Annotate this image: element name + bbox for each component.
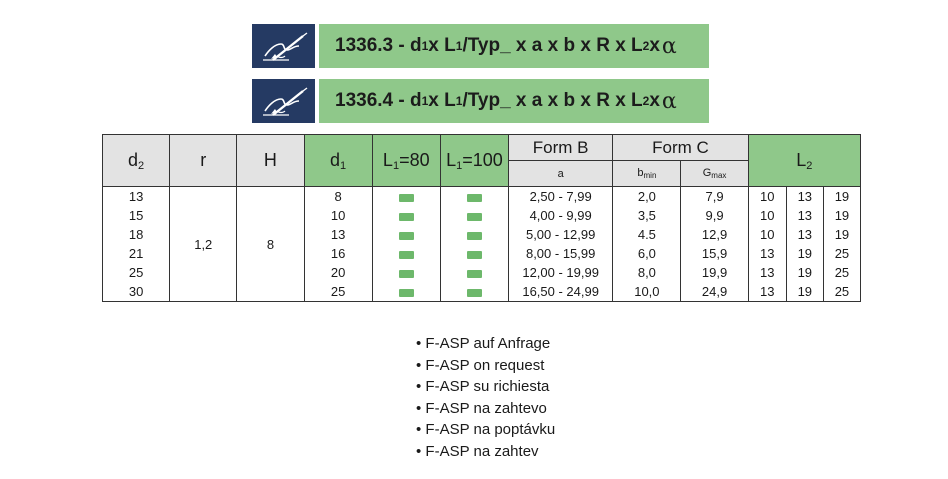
cell-d1: 20 [304,263,372,282]
order-pen-box [252,24,315,68]
cell-g-max: 24,9 [681,282,748,302]
stock-available-marker-icon [467,232,482,240]
cell-b-min: 4.5 [613,225,681,244]
cell-l1-80 [372,225,440,244]
cell-l1-100 [440,263,508,282]
cell-g-max: 9,9 [681,206,748,225]
stock-available-marker-icon [399,232,414,240]
cell-l1-80 [372,282,440,302]
cell-b-min: 2,0 [613,187,681,207]
note-en: • F-ASP on request [416,356,545,374]
stock-available-marker-icon [399,289,414,297]
cell-l1-100 [440,187,508,207]
header-d1: $d_1$ [304,135,372,187]
cell-l2: 13 [748,282,786,302]
stock-available-marker-icon [467,251,482,259]
cell-l2: 19 [823,187,860,207]
header-d2: $d_2$ [103,135,170,187]
header-l1-100: $L_1=100$ [440,135,508,187]
cell-l2: 25 [823,282,860,302]
cell-l2: 13 [748,244,786,263]
cell-l2: 13 [786,187,823,207]
stock-available-marker-icon [467,270,482,278]
note-cs: • F-ASP na poptávku [416,421,556,439]
cell-b-min: 10,0 [613,282,681,302]
cell-d2: 15 [103,206,170,225]
cell-g-max: 19,9 [681,263,748,282]
cell-l1-80 [372,206,440,225]
cell-l2: 19 [823,225,860,244]
cell-l1-100 [440,206,508,225]
table-row [103,187,861,207]
cell-l2: 25 [823,244,860,263]
cell-d1: 16 [304,244,372,263]
cell-l1-100 [440,282,508,302]
cell-d2: 30 [103,282,170,302]
cell-l1-80 [372,187,440,207]
cell-g-max: 15,9 [681,244,748,263]
cell-a: 12,00 - 19,99 [509,263,613,282]
header-a: a [509,161,613,187]
cell-a: 4,00 - 9,99 [509,206,613,225]
stock-available-marker-icon [399,194,414,202]
order-pen-box [252,79,315,123]
cell-l2: 19 [786,282,823,302]
cell-d2: 18 [103,225,170,244]
cell-l2: 19 [786,263,823,282]
cell-b-min: 6,0 [613,244,681,263]
cell-g-max: 7,9 [681,187,748,207]
stock-available-marker-icon [399,251,414,259]
cell-l2: 10 [748,206,786,225]
cell-l2: 13 [786,225,823,244]
order-code-row-1336-4 [252,79,709,123]
cell-l2: 19 [823,206,860,225]
cell-r: 1,2 [170,187,237,302]
dimension-table [102,134,861,302]
pen-writing-icon [259,30,309,62]
header-form-b: Form B [509,135,613,161]
cell-b-min: 3,5 [613,206,681,225]
cell-a: 2,50 - 7,99 [509,187,613,207]
cell-d1: 8 [304,187,372,207]
stock-available-marker-icon [399,270,414,278]
availability-notes [416,333,555,463]
header-r: r [170,135,237,187]
order-code-text: 1336.3 - d 1 x L 1 /Typ_ x a x b x R x L 2 x α [319,24,709,68]
cell-h: 8 [237,187,304,302]
order-code-row-1336-3 [252,24,709,68]
cell-d1: 10 [304,206,372,225]
header-h: H [237,135,304,187]
header-b-min: $b_{min}$ [613,161,681,187]
cell-d1: 25 [304,282,372,302]
cell-l2: 10 [748,225,786,244]
cell-l2: 10 [748,187,786,207]
cell-d2: 13 [103,187,170,207]
cell-l2: 13 [748,263,786,282]
note-de: • F-ASP auf Anfrage [416,335,551,352]
cell-a: 8,00 - 15,99 [509,244,613,263]
cell-l1-80 [372,244,440,263]
cell-b-min: 8,0 [613,263,681,282]
cell-d2: 25 [103,263,170,282]
header-form-c: Form C [613,135,748,161]
cell-l2: 19 [786,244,823,263]
header-g-max: $G_{max}$ [681,161,748,187]
cell-l1-80 [372,263,440,282]
cell-g-max: 12,9 [681,225,748,244]
header-l1-80: $L_1=80$ [372,135,440,187]
order-code-text: 1336.4 - d 1 x L 1 /Typ_ x a x b x R x L 2 x α [319,79,709,123]
pen-writing-icon [259,85,309,117]
cell-l1-100 [440,225,508,244]
cell-l2: 25 [823,263,860,282]
stock-available-marker-icon [467,213,482,221]
header-l2: $L_2$ [748,135,860,187]
note-sl: • F-ASP na zahtevo [416,399,547,417]
stock-available-marker-icon [467,194,482,202]
cell-l1-100 [440,244,508,263]
cell-d1: 13 [304,225,372,244]
cell-a: 16,50 - 24,99 [509,282,613,302]
cell-d2: 21 [103,244,170,263]
cell-a: 5,00 - 12,99 [509,225,613,244]
note-it: • F-ASP su richiesta [416,378,550,396]
stock-available-marker-icon [467,289,482,297]
cell-l2: 13 [786,206,823,225]
note-hr: • F-ASP na zahtev [416,442,539,460]
stock-available-marker-icon [399,213,414,221]
